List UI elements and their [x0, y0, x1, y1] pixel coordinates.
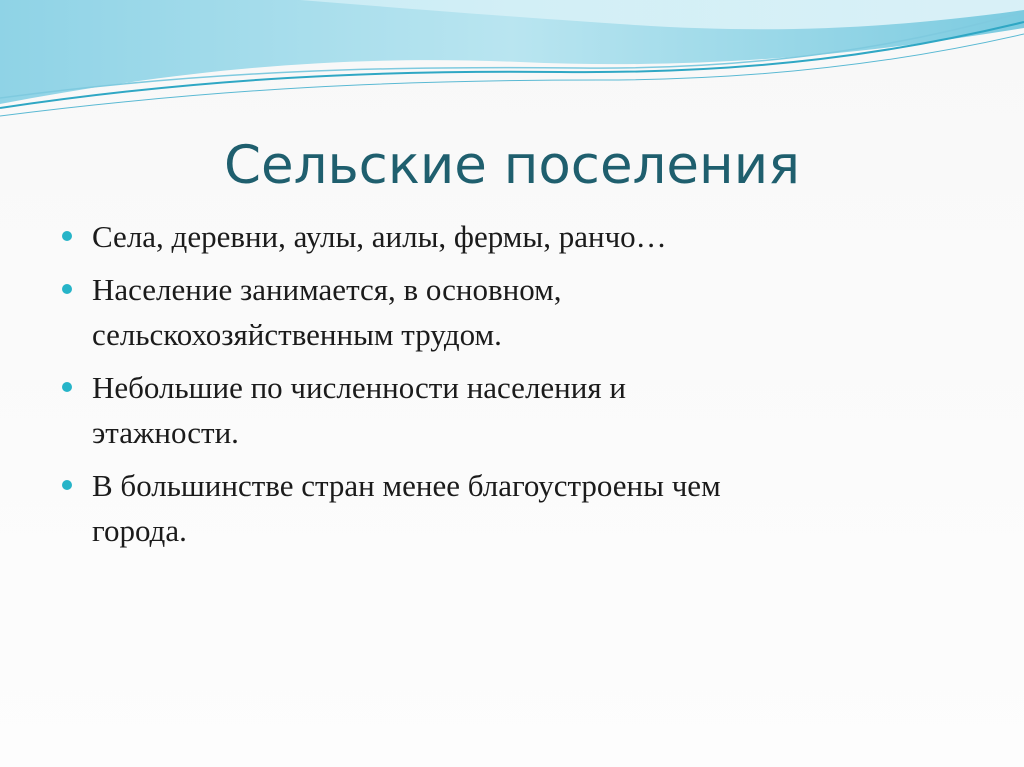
- bullet-list: [62, 214, 962, 561]
- bullet-dot-icon: [62, 382, 72, 392]
- bullet-item: [62, 214, 962, 259]
- bullet-line: Небольшие по численности населения и: [92, 370, 626, 405]
- bullet-dot-icon: [62, 480, 72, 490]
- wave-header-decoration: [0, 0, 1024, 120]
- bullet-dot-icon: [62, 231, 72, 241]
- bullet-line: сельскохозяйственным трудом.: [92, 317, 502, 352]
- bullet-item: [62, 267, 962, 357]
- bullet-line: Села, деревни, аулы, аилы, фермы, ранчо…: [92, 219, 667, 254]
- bullet-line: В большинстве стран менее благоустроены чем: [92, 468, 721, 503]
- bullet-item: [62, 365, 962, 455]
- bullet-item: [62, 463, 962, 553]
- bullet-line: города.: [92, 513, 187, 548]
- slide-title: Сельские поселения: [223, 135, 801, 196]
- bullet-line: Население занимается, в основном,: [92, 272, 562, 307]
- bullet-line: этажности.: [92, 415, 239, 450]
- bullet-dot-icon: [62, 284, 72, 294]
